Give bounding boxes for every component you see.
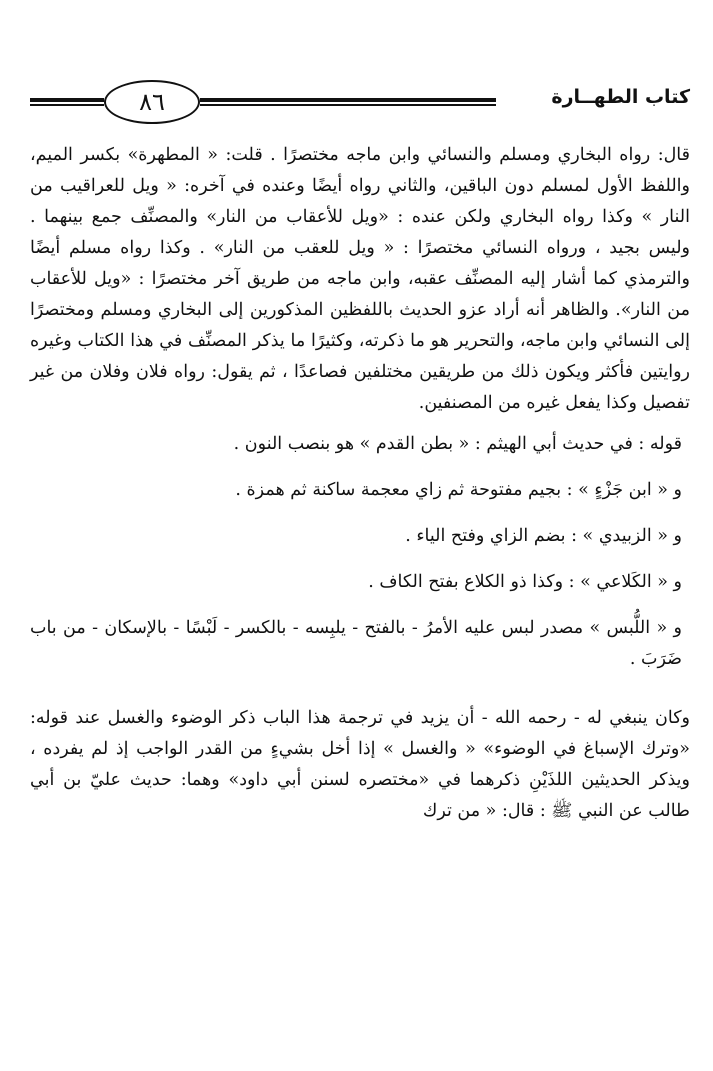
note-item: و « الزبيدي » : بضم الزاي وفتح الياء . [405, 526, 682, 546]
page-number: ٨٦ [104, 80, 200, 124]
note-item: و « ابن جَزْءٍ » : بجيم مفتوحة ثم زاي معجمة ساكنة ثم همزة . [235, 480, 682, 500]
note-item: قوله : في حديث أبي الهيثم : « بطن القدم » هو بنصب النون . [233, 434, 682, 454]
note-item: و « الكَلاعي » : وكذا ذو الكلاع بفتح الكاف . [368, 572, 682, 592]
notes-list [30, 429, 690, 675]
page-body [30, 140, 690, 827]
chapter-title: كتاب الطهــارة [551, 86, 690, 108]
header-rule-left [30, 98, 104, 107]
note-item: و « اللُّبس » مصدر لبس عليه الأمرُ - بالفتح - يلبِسه - بالكسر - لَبْسًا - بالإسكان - من باب ضَرَبَ . [30, 618, 682, 669]
header-rule-middle [200, 98, 496, 107]
page-header [30, 78, 690, 128]
paragraph-main: قال: رواه البخاري ومسلم والنسائي وابن ماجه مختصرًا . قلت: « المطهرة» بكسر الميم، واللفظ الأول لمسلم دون الباقين، والثاني رواه أيضًا وعنده في آخره: « ويل للعراقيب من النار » وكذا رواه البخاري ولكن عنده : «ويل للأعقاب من النار» والمصنِّف جمع بينهما . وليس بجيد ، ورواه النسائي مختصرًا : « ويل للعقب من النار» . وكذا رواه مسلم أيضًا والترمذي كما أشار إليه المصنِّف عقبه، وابن ماجه من طريق آخر مختصرًا : «ويل للأعقاب من النار». والظاهر أنه أراد عزو الحديث باللفظين المذكورين إلى البخاري ومسلم ومختصرًا إلى النسائي وابن ماجه، والتحرير هو ما ذكرته، وكثيرًا ما يذكر المصنِّف في هذا الكتاب وغيره روايتين فأكثر ويكون ذلك من طريقين مختلفين فصاعدًا ، ثم يقول: رواه فلان وفلان من غير تفصيل وكذا يفعل غيره من المصنفين. [30, 145, 690, 413]
paragraph-closing: وكان ينبغي له - رحمه الله - أن يزيد في ترجمة هذا الباب ذكر الوضوء والغسل عند قوله: «وترك الإسباغ في الوضوء» « والغسل » إذا أخل بشيءٍ من القدر الواجب إذ لم يفرده ، ويذكر الحديثين اللذَيْنِ ذكرهما في «مختصره لسنن أبي داود» وهما: حديث عليّ بن أبي طالب عن النبي ﷺ : قال: « من ترك [30, 708, 690, 821]
